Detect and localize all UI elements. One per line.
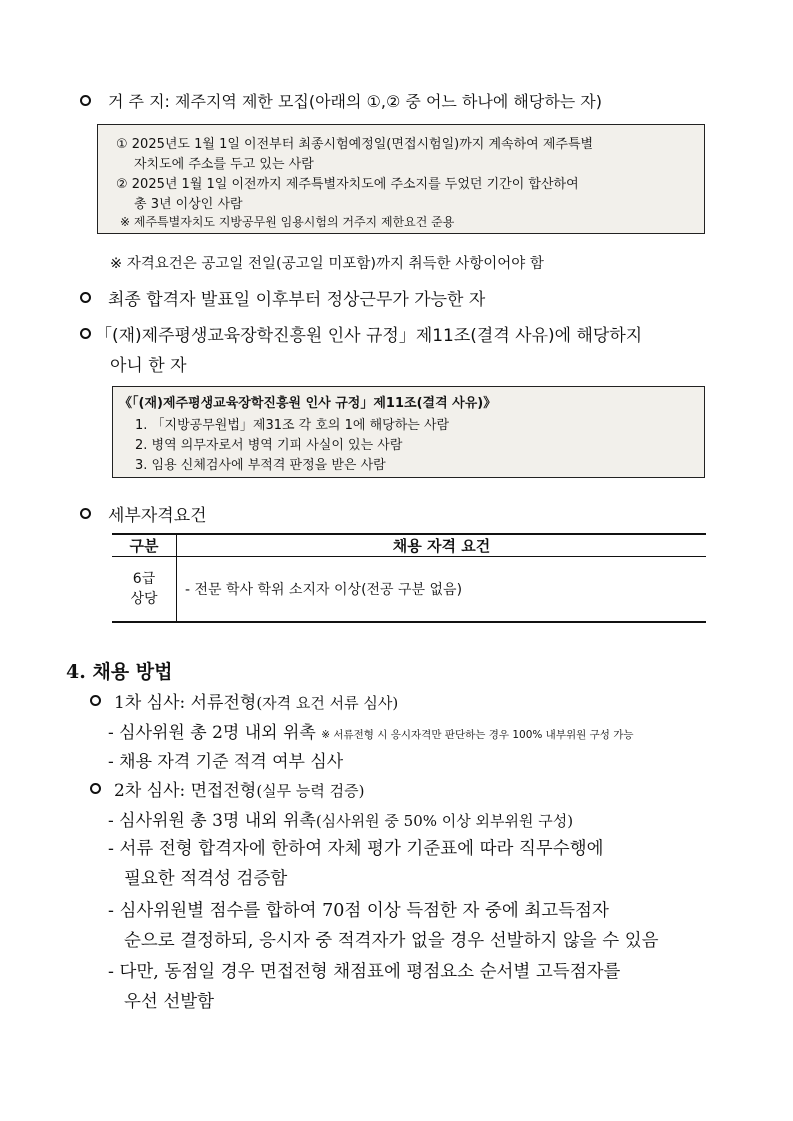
- stage2-item-2: - 서류 전형 합격자에 한하여 자체 평가 기준표에 따라 직무수행에: [108, 839, 604, 859]
- stage2-item-2-cont: 필요한 적격성 검증함: [124, 869, 288, 889]
- grade-line-1: 6급: [132, 571, 156, 587]
- stage2-item-3-cont: 순으로 결정하되, 응시자 중 적격자가 없을 경우 선발하지 않을 수 있음: [124, 931, 659, 951]
- bullet-circle-icon: [80, 328, 91, 339]
- stage2-item-1-paren: (심사위원 중 50% 이상 외부위원 구성): [315, 812, 574, 830]
- stage1-item-1: [108, 718, 634, 743]
- stage1-item-1-note: ※ 서류전형 시 응시자격만 판단하는 경우 100% 내부위원 구성 가능: [321, 729, 634, 741]
- residence-item-2-cont: 총 3년 이상인 사람: [134, 197, 243, 212]
- stage2-item-1-text: - 심사위원 총 3명 내외 위촉: [108, 811, 316, 831]
- stage1-label: 1차 심사: 서류전형: [114, 693, 257, 713]
- qualification-table: [112, 533, 706, 623]
- bullet-circle-icon: [80, 95, 91, 106]
- regulation-line-1: 「(재)제주평생교육장학진흥원 인사 규정」제11조(결격 사유)에 해당하지: [95, 326, 643, 346]
- regulation-box: [112, 386, 705, 478]
- stage1-paren: (자격 요건 서류 심사): [256, 694, 399, 712]
- stage2-label: 2차 심사: 면접전형: [114, 781, 257, 801]
- bullet-circle-icon: [80, 292, 91, 303]
- qualification-note: ※ 자격요건은 공고일 전일(공고일 미포함)까지 취득한 사항이어야 함: [110, 256, 544, 272]
- residence-item-1-cont: 자치도에 주소를 두고 있는 사람: [134, 157, 314, 172]
- regulation-item-2: 2. 병역 의무자로서 병역 기피 사실이 있는 사람: [135, 438, 403, 453]
- work-available: 최종 합격자 발표일 이후부터 정상근무가 가능한 자: [108, 290, 486, 310]
- stage1-line: [114, 688, 398, 713]
- stage1-item-2: - 채용 자격 기준 적격 여부 심사: [108, 752, 344, 772]
- regulation-item-1: 1. 「지방공무원법」제31조 각 호의 1에 해당하는 사람: [135, 418, 450, 433]
- bullet-circle-icon: [90, 783, 101, 794]
- table-row: [112, 557, 706, 623]
- stage2-item-1: [108, 806, 573, 831]
- residence-item-1: ① 2025년도 1월 1일 이전부터 최종시험예정일(면접시험일)까지 계속하여 제주특별: [116, 137, 594, 152]
- stage2-line: [114, 776, 365, 801]
- table-header-requirement: 채용 자격 요건: [177, 534, 707, 557]
- section-4-heading: 4. 채용 방법: [66, 661, 173, 683]
- residence-text: 제주지역 제한 모집(아래의 ①,② 중 어느 하나에 해당하는 자): [175, 92, 603, 111]
- stage2-paren: (실무 능력 검증): [256, 782, 365, 800]
- residence-line: [108, 89, 602, 112]
- bullet-circle-icon: [90, 695, 101, 706]
- residence-label: 거 주 지:: [108, 92, 170, 111]
- table-cell-grade: [112, 557, 177, 623]
- stage2-item-4: - 다만, 동점일 경우 면접전형 채점표에 평점요소 순서별 고득점자를: [108, 962, 621, 982]
- residence-box-note: ※ 제주특별자치도 지방공무원 임용시험의 거주지 제한요건 준용: [120, 215, 455, 229]
- regulation-line-2: 아니 한 자: [110, 356, 187, 376]
- regulation-item-3: 3. 임용 신체검사에 부적격 판정을 받은 사람: [135, 458, 386, 473]
- stage2-item-3: - 심사위원별 점수를 합하여 70점 이상 득점한 자 중에 최고득점자: [108, 901, 609, 921]
- stage1-item-1-text: - 심사위원 총 2명 내외 위촉: [108, 723, 316, 743]
- residence-box: [97, 124, 705, 234]
- detail-title: 세부자격요건: [108, 506, 207, 526]
- table-header-row: [112, 534, 706, 557]
- residence-item-2: ② 2025년 1월 1일 이전까지 제주특별자치도에 주소지를 두었던 기간이 합산하여: [116, 177, 579, 192]
- grade-line-2: 상당: [130, 591, 158, 607]
- regulation-box-title: 《「(재)제주평생교육장학진흥원 인사 규정」제11조(결격 사유)》: [119, 396, 497, 411]
- table-header-category: 구분: [112, 534, 177, 557]
- bullet-circle-icon: [80, 508, 91, 519]
- stage2-item-4-cont: 우선 선발함: [124, 992, 215, 1012]
- table-cell-requirement: - 전문 학사 학위 소지자 이상(전공 구분 없음): [177, 557, 707, 623]
